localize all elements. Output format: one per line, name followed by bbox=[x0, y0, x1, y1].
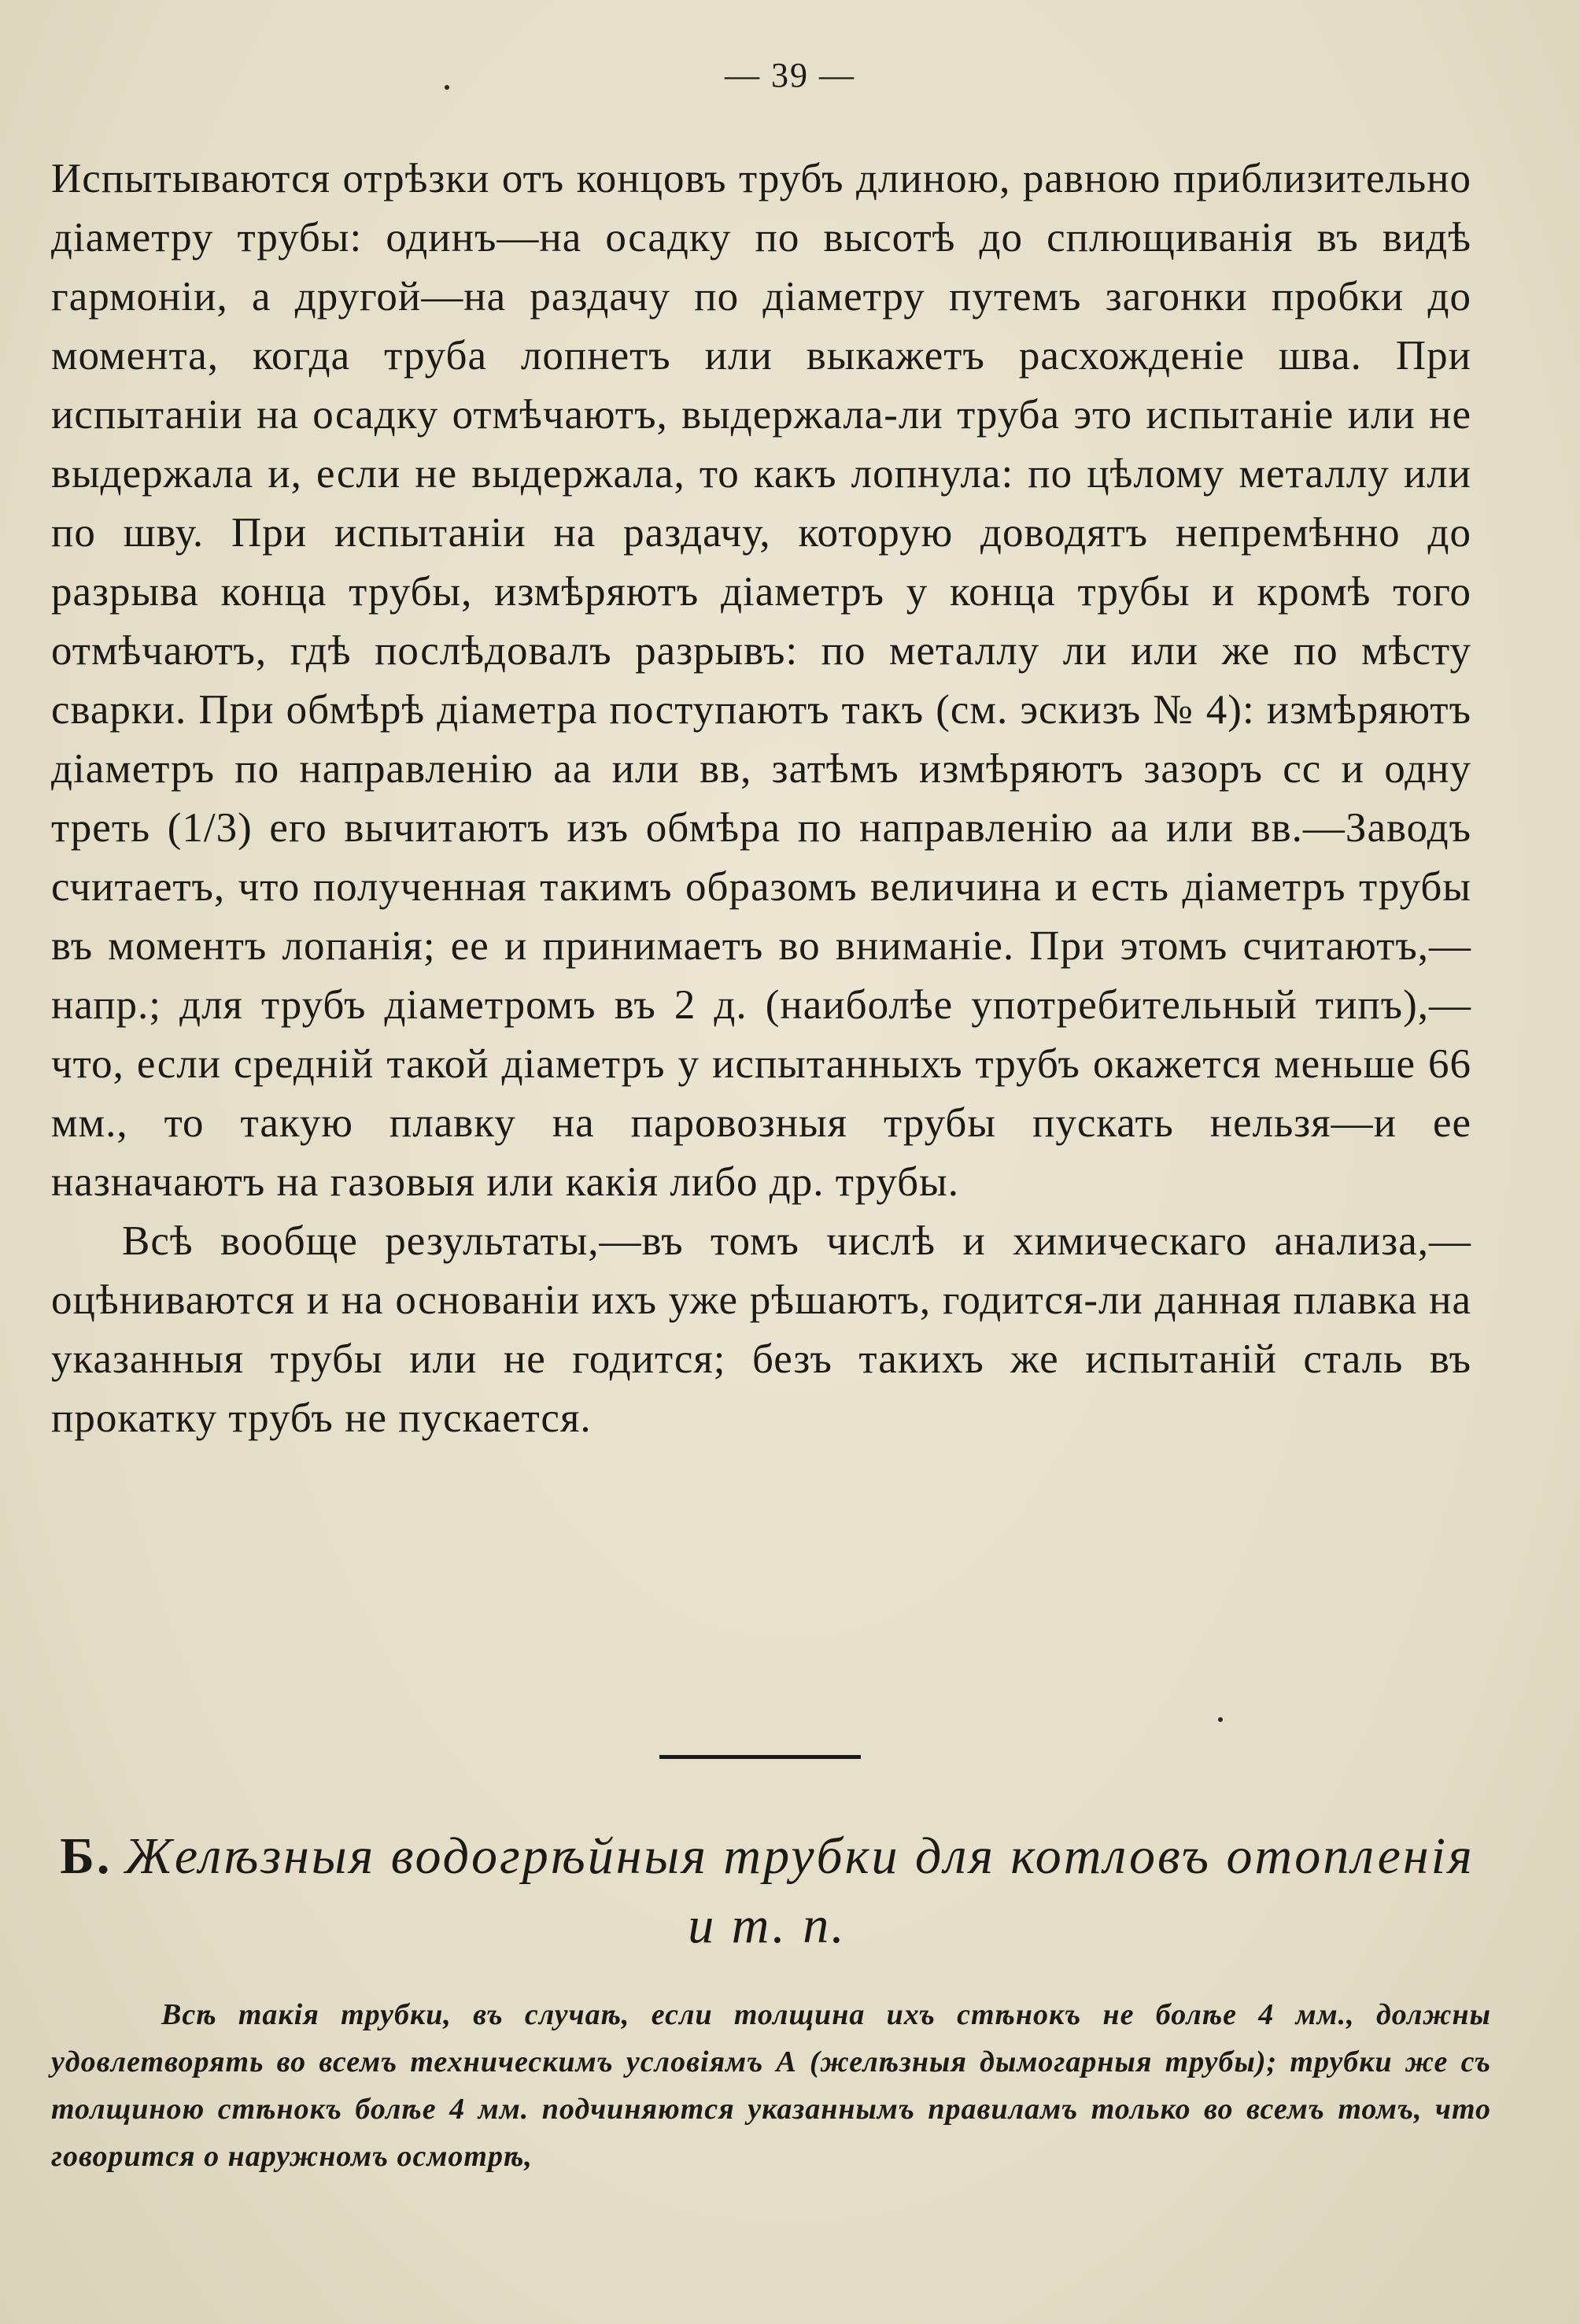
body-text bbox=[51, 150, 1471, 1448]
paragraph-2: Всѣ вообще результаты,—въ томъ числѣ и химическаго анализа,—оцѣниваются и на основаніи ихъ уже рѣшаютъ, годится-ли данная плавка на указанныя трубы или не годится; безъ такихъ же испытаній сталь въ прокатку трубъ не пускается. bbox=[51, 1218, 1471, 1441]
paragraph-1: Испытываются отрѣзки отъ концовъ трубъ длиною, равною приблизительно діаметру трубы: одинъ—на осадку по высотѣ до сплющиванія въ видѣ гармоніи, а другой—на раздачу по діаметру путемъ загонки пробки до момента, когда труба лопнетъ или выкажетъ расхожденіе шва. При испытаніи на осадку отмѣчаютъ, выдержала-ли труба это испытаніе или не выдержала и, если не выдержала, то какъ лопнула: по цѣлому металлу или по шву. При испытаніи на раздачу, которую доводятъ непремѣнно до разрыва конца трубы, измѣряютъ діаметръ у конца трубы и кромѣ того отмѣчаютъ, гдѣ послѣдовалъ разрывъ: по металлу ли или же по мѣсту сварки. При обмѣрѣ діаметра поступаютъ такъ (см. эскизъ № 4): измѣряютъ діаметръ по направленію аа или вв, затѣмъ измѣряютъ зазоръ сс и одну треть (1/3) его вычитаютъ изъ обмѣра по направленію аа или вв.—Заводъ считаетъ, что полученная такимъ образомъ величина и есть діаметръ трубы въ моментъ лопанія; ее и принимаетъ во вниманіе. При этомъ считаютъ,—напр.; для трубъ діаметромъ въ 2 д. (наиболѣе употребительный типъ),—что, если средній такой діаметръ у испытанныхъ трубъ окажется меньше 66 мм., то такую плавку на паровозныя трубы пускать нельзя—и ее назначаютъ на газовыя или какія либо др. трубы. bbox=[51, 156, 1471, 1205]
section-divider bbox=[659, 1755, 861, 1759]
page-number: — 39 — bbox=[725, 56, 855, 94]
section-heading bbox=[47, 1822, 1487, 1960]
note-text: Всѣ такія трубки, въ случаѣ, если толщина ихъ стѣнокъ не болѣе 4 мм., должны удовлетворять во всемъ техническимъ условіямъ А (желѣзныя дымогарныя трубы); трубки же съ толщиною стѣнокъ болѣе 4 мм. подчиняются указаннымъ правиламъ только во всемъ томъ, что говорится о наружномъ осмотрѣ, bbox=[51, 1998, 1491, 2173]
print-speck bbox=[1218, 1717, 1223, 1722]
section-letter: Б. bbox=[60, 1827, 113, 1885]
section-title: Желѣзныя водогрѣйныя трубки для котловъ отопленія и т. п. bbox=[124, 1827, 1475, 1954]
section-note bbox=[51, 1991, 1491, 2180]
